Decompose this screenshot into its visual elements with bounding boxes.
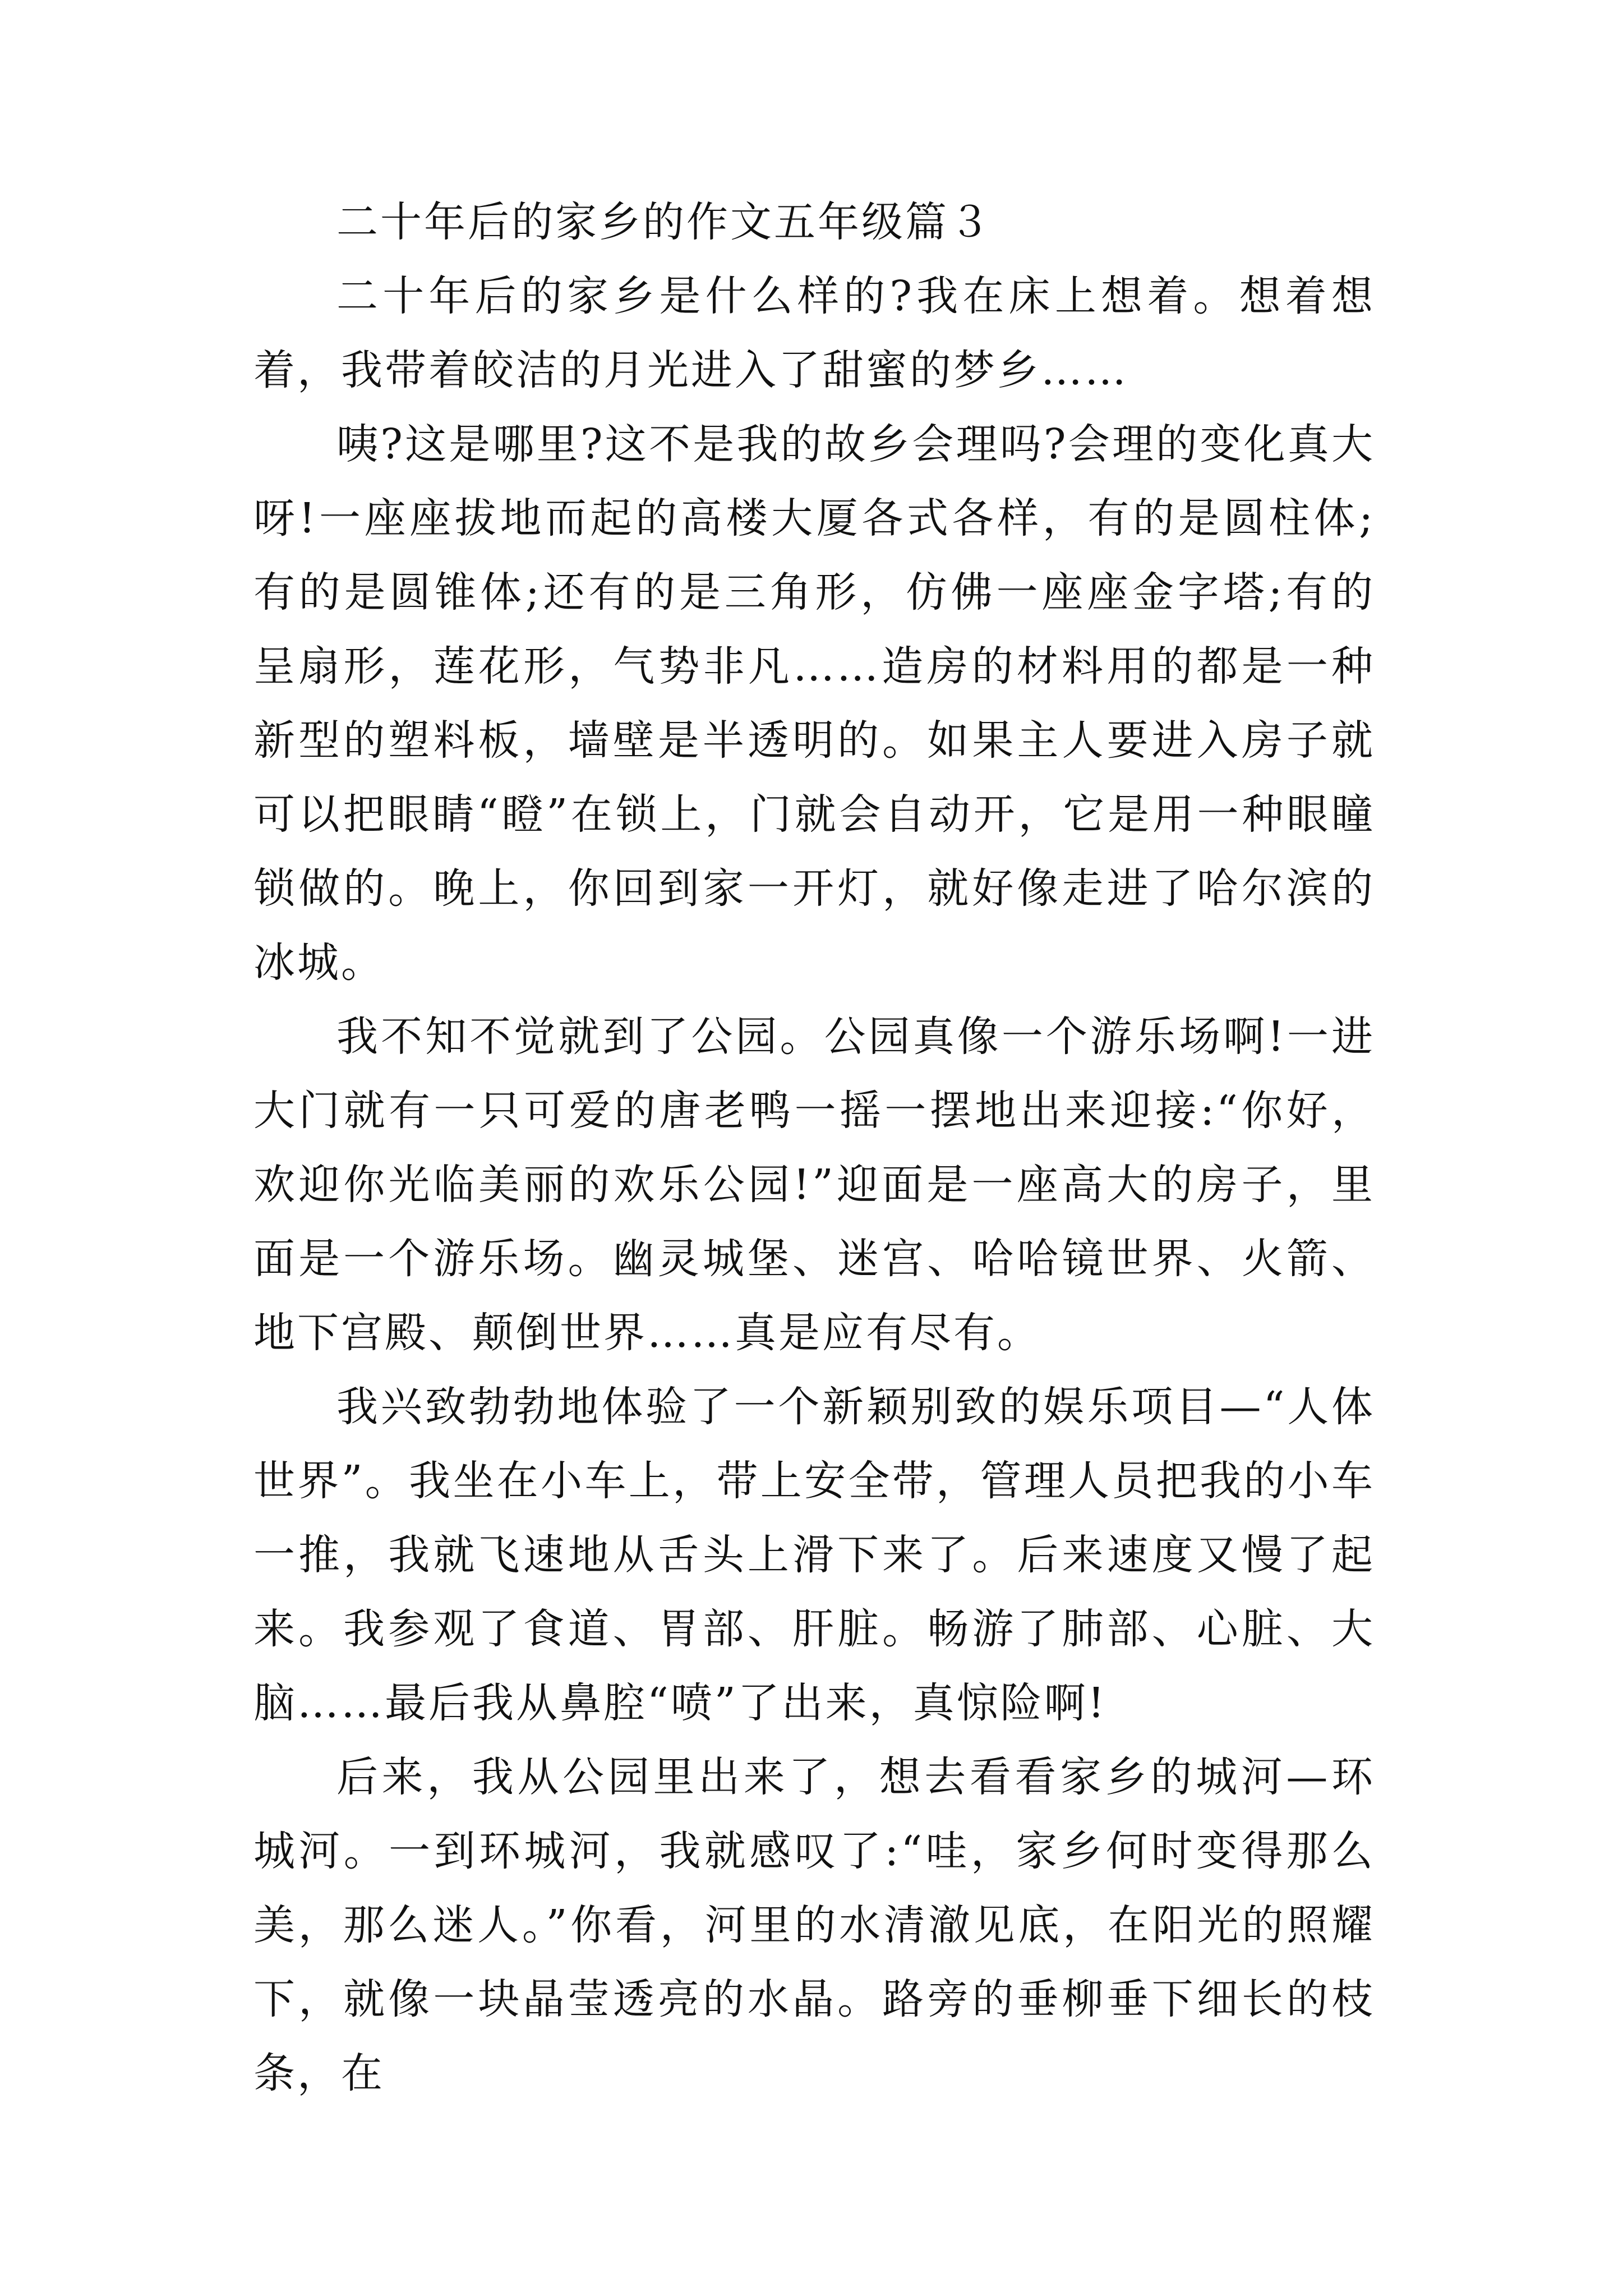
paragraph-4: 我兴致勃勃地体验了一个新颖别致的娱乐项目—“人体世界”。我坐在小车上，带上安全带，管理人员把我的小车一推，我就飞速地从舌头上滑下来了。后来速度又慢了起来。我参观了食道、胃部、肝脏。畅游了肺部、心脏、大脑……最后我从鼻腔“喷”了出来，真惊险啊! xyxy=(253,1383,1375,1727)
paragraph-1: 二十年后的家乡是什么样的?我在床上想着。想着想着，我带着皎洁的月光进入了甜蜜的梦乡…… xyxy=(253,272,1375,394)
paragraph-2: 咦?这是哪里?这不是我的故乡会理吗?会理的变化真大呀!一座座拔地而起的高楼大厦各式各样，有的是圆柱体;有的是圆锥体;还有的是三角形，仿佛一座座金字塔;有的呈扇形，莲花形，气势非凡……造房的材料用的都是一种新型的塑料板，墙壁是半透明的。如果主人要进入房子就可以把眼睛“瞪”在锁上，门就会自动开，它是用一种眼瞳锁做的。晚上，你回到家一开灯，就好像走进了哈尔滨的冰城。 xyxy=(253,420,1375,987)
document-body xyxy=(253,185,1375,2110)
document-title: 二十年后的家乡的作文五年级篇３ xyxy=(336,198,993,246)
paragraph-5: 后来，我从公园里出来了，想去看看家乡的城河—环城河。一到环城河，我就感叹了:“哇，家乡何时变得那么美，那么迷人。”你看，河里的水清澈见底，在阳光的照耀下，就像一块晶莹透亮的水晶。路旁的垂柳垂下细长的枝条，在 xyxy=(253,1753,1375,2097)
paragraph-3: 我不知不觉就到了公园。公园真像一个游乐场啊!一进大门就有一只可爱的唐老鸭一摇一摆地出来迎接:“你好，欢迎你光临美丽的欢乐公园!”迎面是一座高大的房子，里面是一个游乐场。幽灵城堡、迷宫、哈哈镜世界、火箭、地下宫殿、颠倒世界……真是应有尽有。 xyxy=(253,1013,1375,1357)
